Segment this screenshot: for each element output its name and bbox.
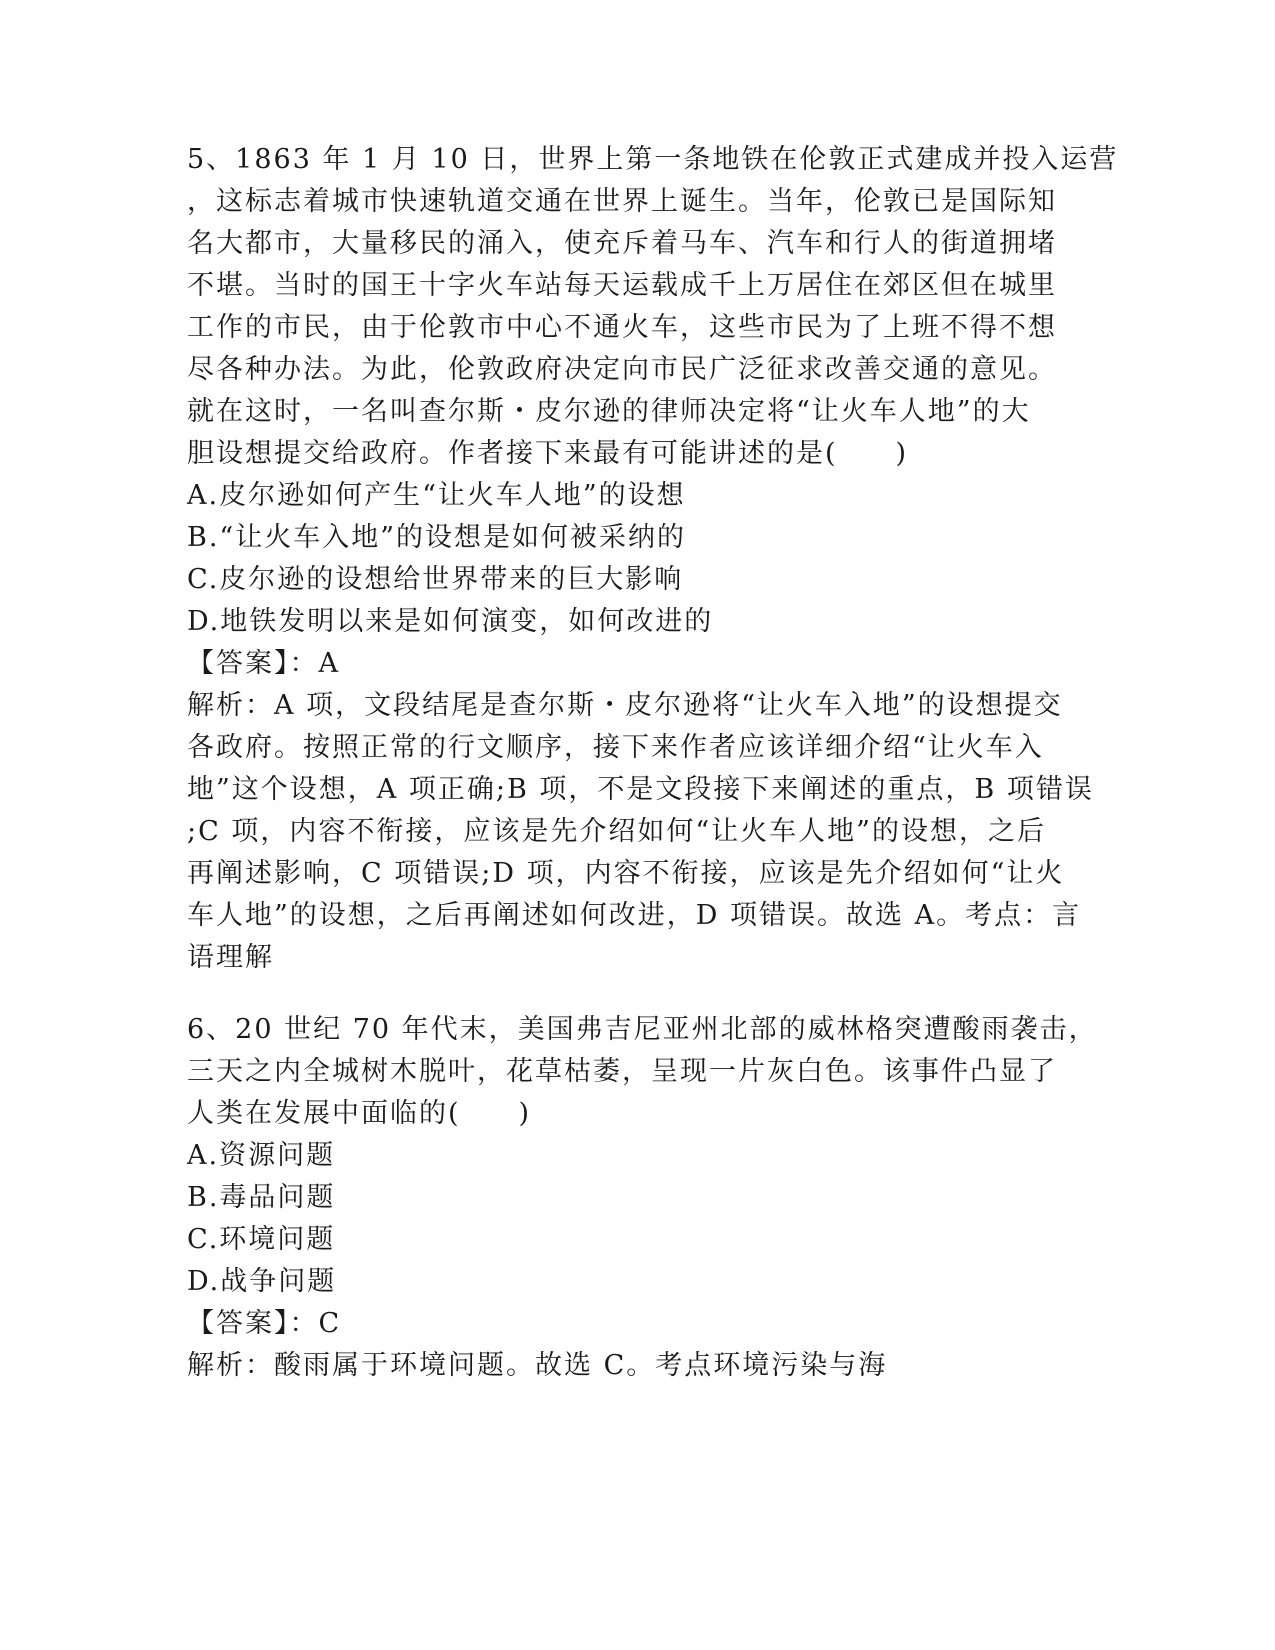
answer-line: 【答案】：A [187,648,340,679]
question-stem-line: ，这标志着城市快速轨道交通在世界上诞生。当年，伦敦已是国际知 [187,186,1057,217]
option-d: D.地铁发明以来是如何演变，如何改进的 [187,606,714,637]
option-c: C.环境问题 [187,1224,336,1255]
option-b: B.毒品问题 [187,1182,336,1213]
option-d: D.战争问题 [187,1266,337,1297]
option-b: B.“让火车入地”的设想是如何被采纳的 [187,522,687,553]
analysis-line: 车人地”的设想，之后再阐述如何改进，D 项错误。故选 A。考点：言 [187,900,1082,931]
answer-line: 【答案】：C [187,1308,342,1339]
analysis-line: 再阐述影响，C 项错误;D 项，内容不衔接，应该是先介绍如何“让火 [187,858,1065,889]
question-stem-line: 胆设想提交给政府。作者接下来最有可能讲述的是( ) [187,438,909,469]
question-stem-line: 三天之内全城树木脱叶，花草枯萎，呈现一片灰白色。该事件凸显了 [187,1056,1057,1087]
question-stem-line: 5、1863 年 1 月 10 日，世界上第一条地铁在伦敦正式建成并投入运营 [187,144,1119,175]
question-stem-line: 人类在发展中面临的( ) [187,1098,532,1129]
question-stem-line: 就在这时，一名叫查尔斯・皮尔逊的律师决定将“让火车人地”的大 [187,396,1031,427]
analysis-line: ;C 项，内容不衔接，应该是先介绍如何“让火车人地”的设想，之后 [187,816,1046,847]
analysis-line: 地”这个设想，A 项正确;B 项，不是文段接下来阐述的重点，B 项错误 [187,774,1094,805]
question-stem-line: 6、20 世纪 70 年代末，美国弗吉尼亚州北部的威林格突遭酸雨袭击， [187,1014,1098,1045]
question-stem-line: 尽各种办法。为此，伦敦政府决定向市民广泛征求改善交通的意见。 [187,354,1057,385]
question-stem-line: 工作的市民，由于伦敦市中心不通火车，这些市民为了上班不得不想 [187,312,1057,343]
option-c: C.皮尔逊的设想给世界带来的巨大影响 [187,564,684,595]
analysis-line: 解析：酸雨属于环境问题。故选 C。考点环境污染与海 [187,1350,888,1381]
option-a: A.资源问题 [187,1140,336,1171]
analysis-line: 语理解 [187,942,274,973]
analysis-line: 各政府。按照正常的行文顺序，接下来作者应该详细介绍“让火车入 [187,732,1044,763]
question-stem-line: 不堪。当时的国王十字火车站每天运载成千上万居住在郊区但在城里 [187,270,1057,301]
option-a: A.皮尔逊如何产生“让火车人地”的设想 [187,480,686,511]
question-stem-line: 名大都市，大量移民的涌入，使充斥着马车、汽车和行人的街道拥堵 [187,228,1057,259]
analysis-line: 解析：A 项，文段结尾是查尔斯・皮尔逊将“让火车入地”的设想提交 [187,690,1063,721]
